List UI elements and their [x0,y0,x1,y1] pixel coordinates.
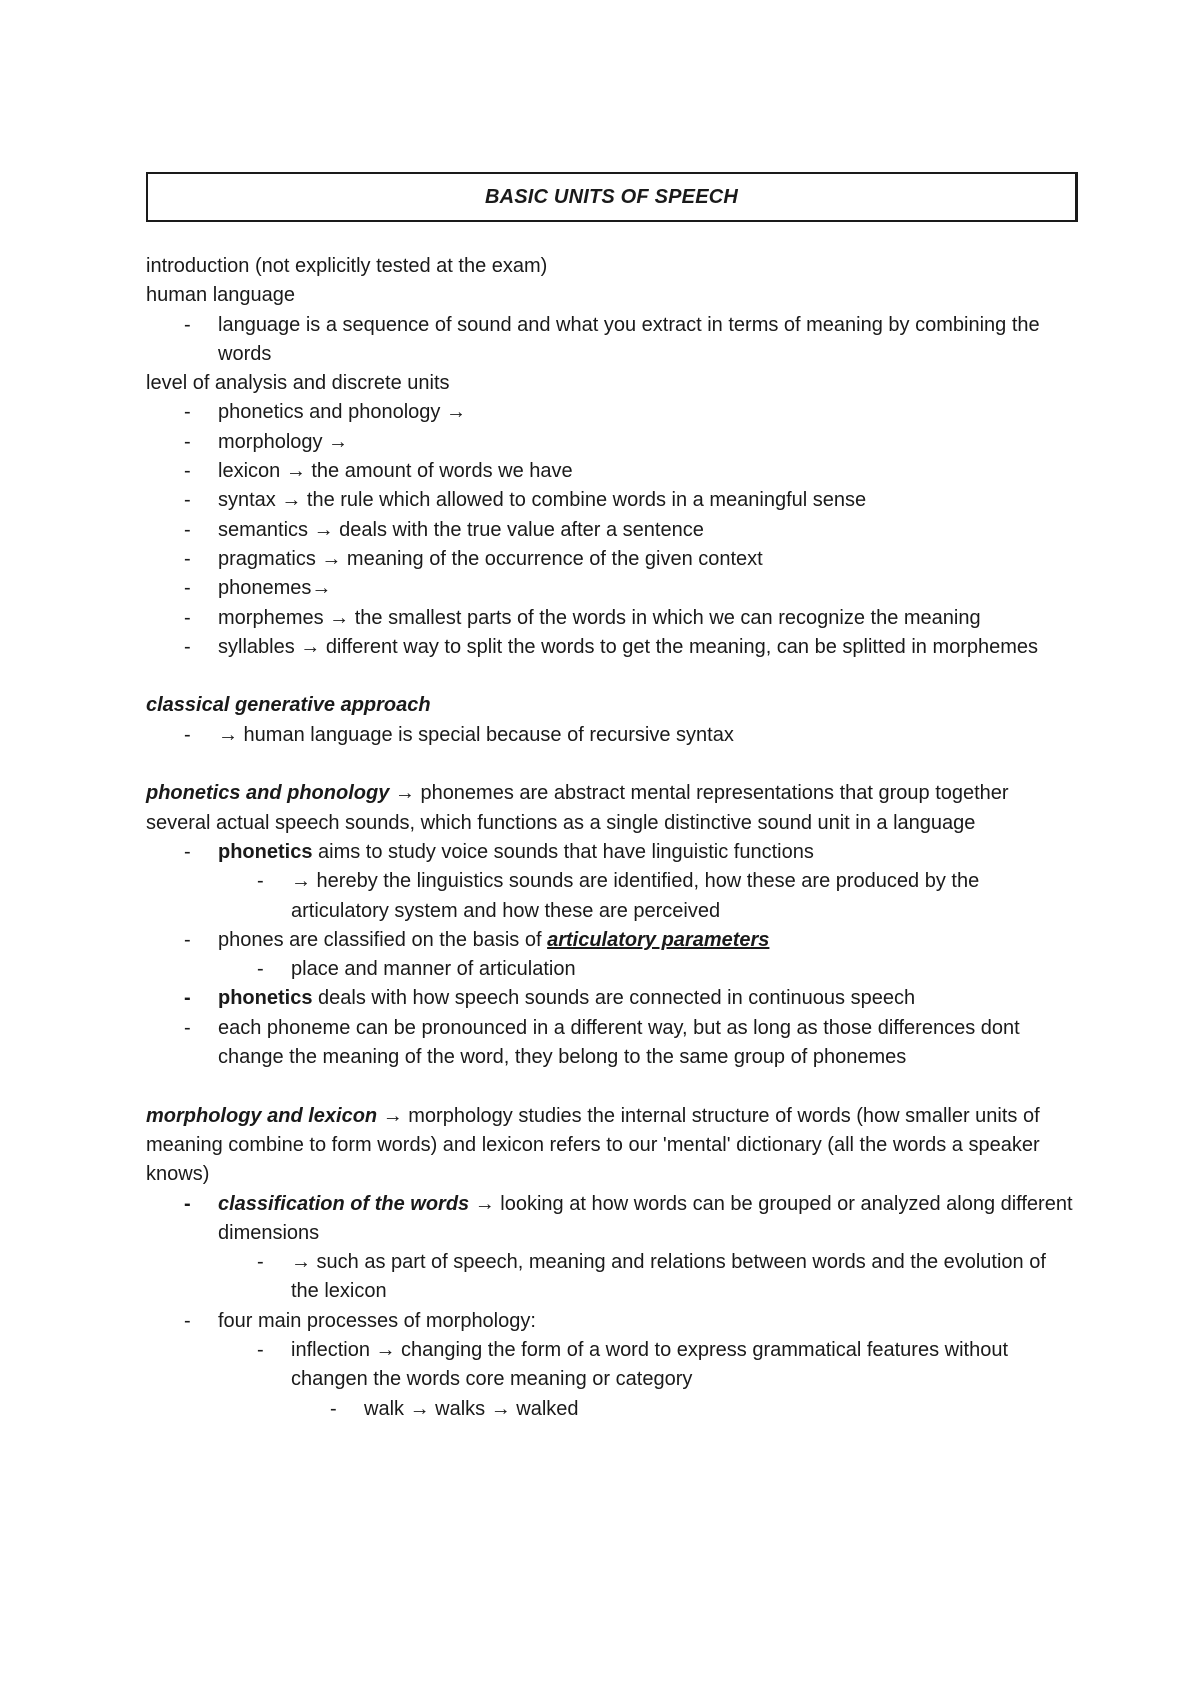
list-item: - inflection → changing the form of a word to express grammatical features without changen the words core meaning or category [257,1338,1009,1391]
generative-heading: classical generative approach [146,694,431,717]
page-title: BASIC UNITS OF SPEECH [484,185,739,208]
phonetics-intro: → phonemes are abstract mental representations that group together several actual speech sounds, which functions as a single distinctive sound unit in a language [146,782,1009,834]
list-item: - place and manner of articulation [257,958,576,981]
list-item: - syllables → different way to split the words to get the meaning, can be splitted in morphemes [184,635,1039,658]
intro-subheading: human language [146,284,296,307]
list-item: - phones are classified on the basis of articulatory parameters [184,928,770,951]
list-item: - morphemes → the smallest parts of the words in which we can recognize the meaning [184,606,981,629]
list-item-text: → hereby the linguistics sounds are identified, how these are produced by the articulatory system and how these are perceived [291,870,980,922]
morphology-intro: → morphology studies the internal structure of words (how smaller units of meaning combine to form words) and lexicon refers to our 'mental' dictionary (all the words a speaker knows) [146,1104,1040,1186]
list-item-text: morphemes → the smallest parts of the words in which we can recognize the meaning [218,606,981,629]
list-item: - walk → walks → walked [330,1397,579,1420]
list-item: - phonetics deals with how speech sounds are connected in continuous speech [184,987,916,1010]
list-item: - → human language is special because of recursive syntax [184,723,734,746]
list-item-text: → such as part of speech, meaning and relations between words and the evolution of the lexicon [291,1251,1046,1303]
phonetics-item3-rest: deals with how speech sounds are connected in continuous speech [312,987,916,1010]
list-item-text: lexicon → the amount of words we have [218,460,573,483]
list-item: - each phoneme can be pronounced in a different way, but as long as those differences dont change the meaning of the word, they belong to the same group of phonemes [184,1016,1020,1069]
list-item-text: phonemes→ [218,577,332,600]
list-item: - syntax → the rule which allowed to combine words in a meaningful sense [184,489,867,512]
list-item-text: morphology → [218,430,349,453]
list-item-text: place and manner of articulation [291,958,576,981]
list-item-text: language is a sequence of sound and what you extract in terms of meaning by combining the words [218,313,1040,365]
list-item: - → hereby the linguistics sounds are identified, how these are produced by the articulatory system and how these are perceived [257,870,980,922]
list-item: - morphology → [184,430,349,453]
morphology-item1-rest: → looking at how words can be grouped or analyzed along different dimensions [218,1192,1073,1244]
phonetics-paragraph [146,779,1076,838]
list-item: - → such as part of speech, meaning and relations between words and the evolution of the lexicon [257,1251,1046,1303]
phonetics-item1-rest: aims to study voice sounds that have linguistic functions [312,840,814,863]
list-item-text: syllables → different way to split the words to get the meaning, can be splitted in morphemes [218,635,1039,658]
spacer [146,750,1076,779]
spacer [146,1072,1076,1101]
list-item: - classification of the words → looking at how words can be grouped or analyzed along different dimensions [184,1192,1073,1244]
morphology-item1-bold: classification of the words [218,1192,470,1215]
list-item-text: each phoneme can be pronounced in a different way, but as long as those differences dont change the meaning of the word, they belong to the same group of phonemes [218,1016,1020,1069]
morphology-paragraph [146,1102,1076,1190]
list-item-text: semantics → deals with the true value after a sentence [218,518,704,541]
section-heading-generative [146,691,1076,720]
list-item-text: four main processes of morphology: [218,1309,536,1332]
list-item-text: syntax → the rule which allowed to combine words in a meaningful sense [218,489,867,512]
phonetics-item1-bold: phonetics [218,840,313,863]
intro-heading: introduction (not explicitly tested at the exam) [146,255,548,277]
list-item: - language is a sequence of sound and what you extract in terms of meaning by combining the words [184,313,1040,365]
phonetics-item3-bold: phonetics [218,987,313,1010]
list-item-text: phonetics and phonology → [218,401,466,424]
list-item: - phonetics aims to study voice sounds that have linguistic functions [184,840,814,863]
document-body [146,252,1076,1424]
morphology-heading: morphology and lexicon [146,1104,378,1127]
phonetics-item2-pre: phones are classified on the basis of [218,928,548,951]
phonetics-heading: phonetics and phonology [146,782,390,805]
articulatory-parameters-term: articulatory parameters [547,928,770,951]
list-item: - semantics → deals with the true value after a sentence [184,518,704,541]
list-item-text: walk → walks → walked [364,1397,579,1420]
list-item: - phonemes→ [184,577,332,600]
list-item: - four main processes of morphology: [184,1309,536,1332]
list-item: - phonetics and phonology → [184,401,466,424]
list-item-text: pragmatics → meaning of the occurrence of the given context [218,547,763,570]
list-item-text: → human language is special because of recursive syntax [218,723,734,746]
title-box [146,172,1078,222]
levels-heading: level of analysis and discrete units [146,372,450,395]
spacer [146,662,1076,691]
list-item: - pragmatics → meaning of the occurrence of the given context [184,547,763,570]
list-item: - lexicon → the amount of words we have [184,460,573,483]
list-item-text: inflection → changing the form of a word to express grammatical features without changen the words core meaning or category [291,1338,1009,1391]
